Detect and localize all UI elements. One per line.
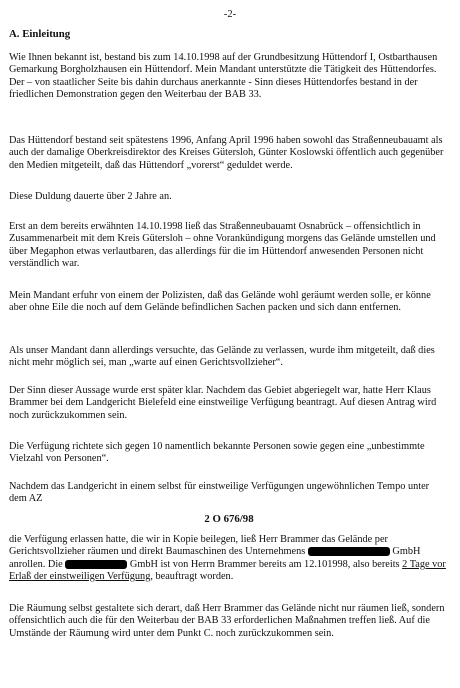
p10-text-3: GmbH ist von Herrn Brammer bereits am 12.101998, also bereits (127, 558, 403, 570)
paragraph-1: Wie Ihnen bekannt ist, bestand bis zum 14.10.1998 auf der Grundbesitzung Hüttendorf I, Ostbarthausen Gemarkung Borgholzhausen ein Hüttendorf. Mein Mandant unterstützte die Tätigkeit des Hüttendorfes. Der – von staatlicher Seite bis dahin durchaus anerkannte - Sinn dieses Hüttendorfes bestand in der friedlichen Demonstration gegen den Weiterbau der BAB 33. (9, 52, 438, 100)
paragraph-6: Als unser Mandant dann allerdings versuchte, das Gelände zu verlassen, wurde ihm mitgeteilt, daß dies nicht mehr möglich sei, man „warte auf einen Gerichtsvollzieher“. (9, 345, 435, 369)
section-heading: A. Einleitung (9, 28, 71, 40)
paragraph-5: Mein Mandant erfuhr von einem der Polizisten, daß das Gelände wohl geräumt werden solle, er könne aber ohne Eile die noch auf dem Gelände befindlichen Sachen packen und sich dann entfernen. (9, 290, 431, 314)
redaction-bar (65, 560, 127, 569)
paragraph-3: Diese Duldung dauerte über 2 Jahre an. (9, 191, 172, 202)
paragraph-2: Das Hüttendorf bestand seit spätestens 1996, Anfang April 1996 haben sowohl das Straßenneubauamt als auch der damalige Oberkreisdirektor des Kreises Gütersloh, Günter Koslowski öffentlich auch gegenüber den Medien mitgeteilt, daß das Hüttendorf „vorerst“ geduldet werde. (9, 135, 444, 171)
p10-text-1: die Verfügung erlassen hatte, die wir in Kopie beilegen, ließ Herr Brammer das Gelände per Gerichtsvollzieher räumen und direkt Baumaschinen des Unternehmens (9, 534, 388, 558)
paragraph-8: Die Verfügung richtete sich gegen 10 namentlich bekannte Personen sowie gegen eine „unbestimmte Vielzahl von Personen“. (9, 441, 425, 465)
redaction-bar (308, 547, 390, 556)
paragraph-9: Nachdem das Landgericht in einem selbst für einstweilige Verfügungen ungewöhnlichen Tempo unter dem AZ (9, 481, 430, 505)
page-number: -2- (223, 9, 237, 20)
p10-text-4: , beauftragt worden. (150, 570, 234, 582)
paragraph-7: Der Sinn dieser Aussage wurde erst später klar. Nachdem das Gebiet abgeriegelt war, hatte Herr Klaus Brammer bei dem Landgericht Bielefeld eine einstweilige Verfügung beantragt. Auf diesen Antrag wird noch zurückzukommen sein. (9, 385, 437, 421)
paragraph-11: Die Räumung selbst gestaltete sich derart, daß Herr Brammer das Gelände nicht nur räumen ließ, sondern offensichtlich auch die für den Weiterbau der BAB 33 erforderlichen Maßnahmen treffen ließ. Auf die Umstände der Räumung wird unter dem Punkt C. noch zurückzukommen sein. (9, 603, 445, 639)
paragraph-10 (9, 534, 449, 583)
paragraph-4: Erst an dem bereits erwähnten 14.10.1998 ließ das Straßenneubauamt Osnabrück – offensichtlich in Zusammenarbeit mit dem Kreis Gütersloh – ohne Vorankündigung morgens das Gelände umstellen und über Megaphon etwas verlautbaren, das allerdings für die im Hüttendorf anwesenden Personen nicht verständlich war. (9, 221, 436, 269)
p10-text-2: GmbH anrollen. Die (9, 546, 421, 570)
case-number: 2 O 676/98 (204, 513, 254, 525)
p10-underlined: 2 Tage vor Erlaß der einstweiligen Verfügung (9, 558, 446, 582)
